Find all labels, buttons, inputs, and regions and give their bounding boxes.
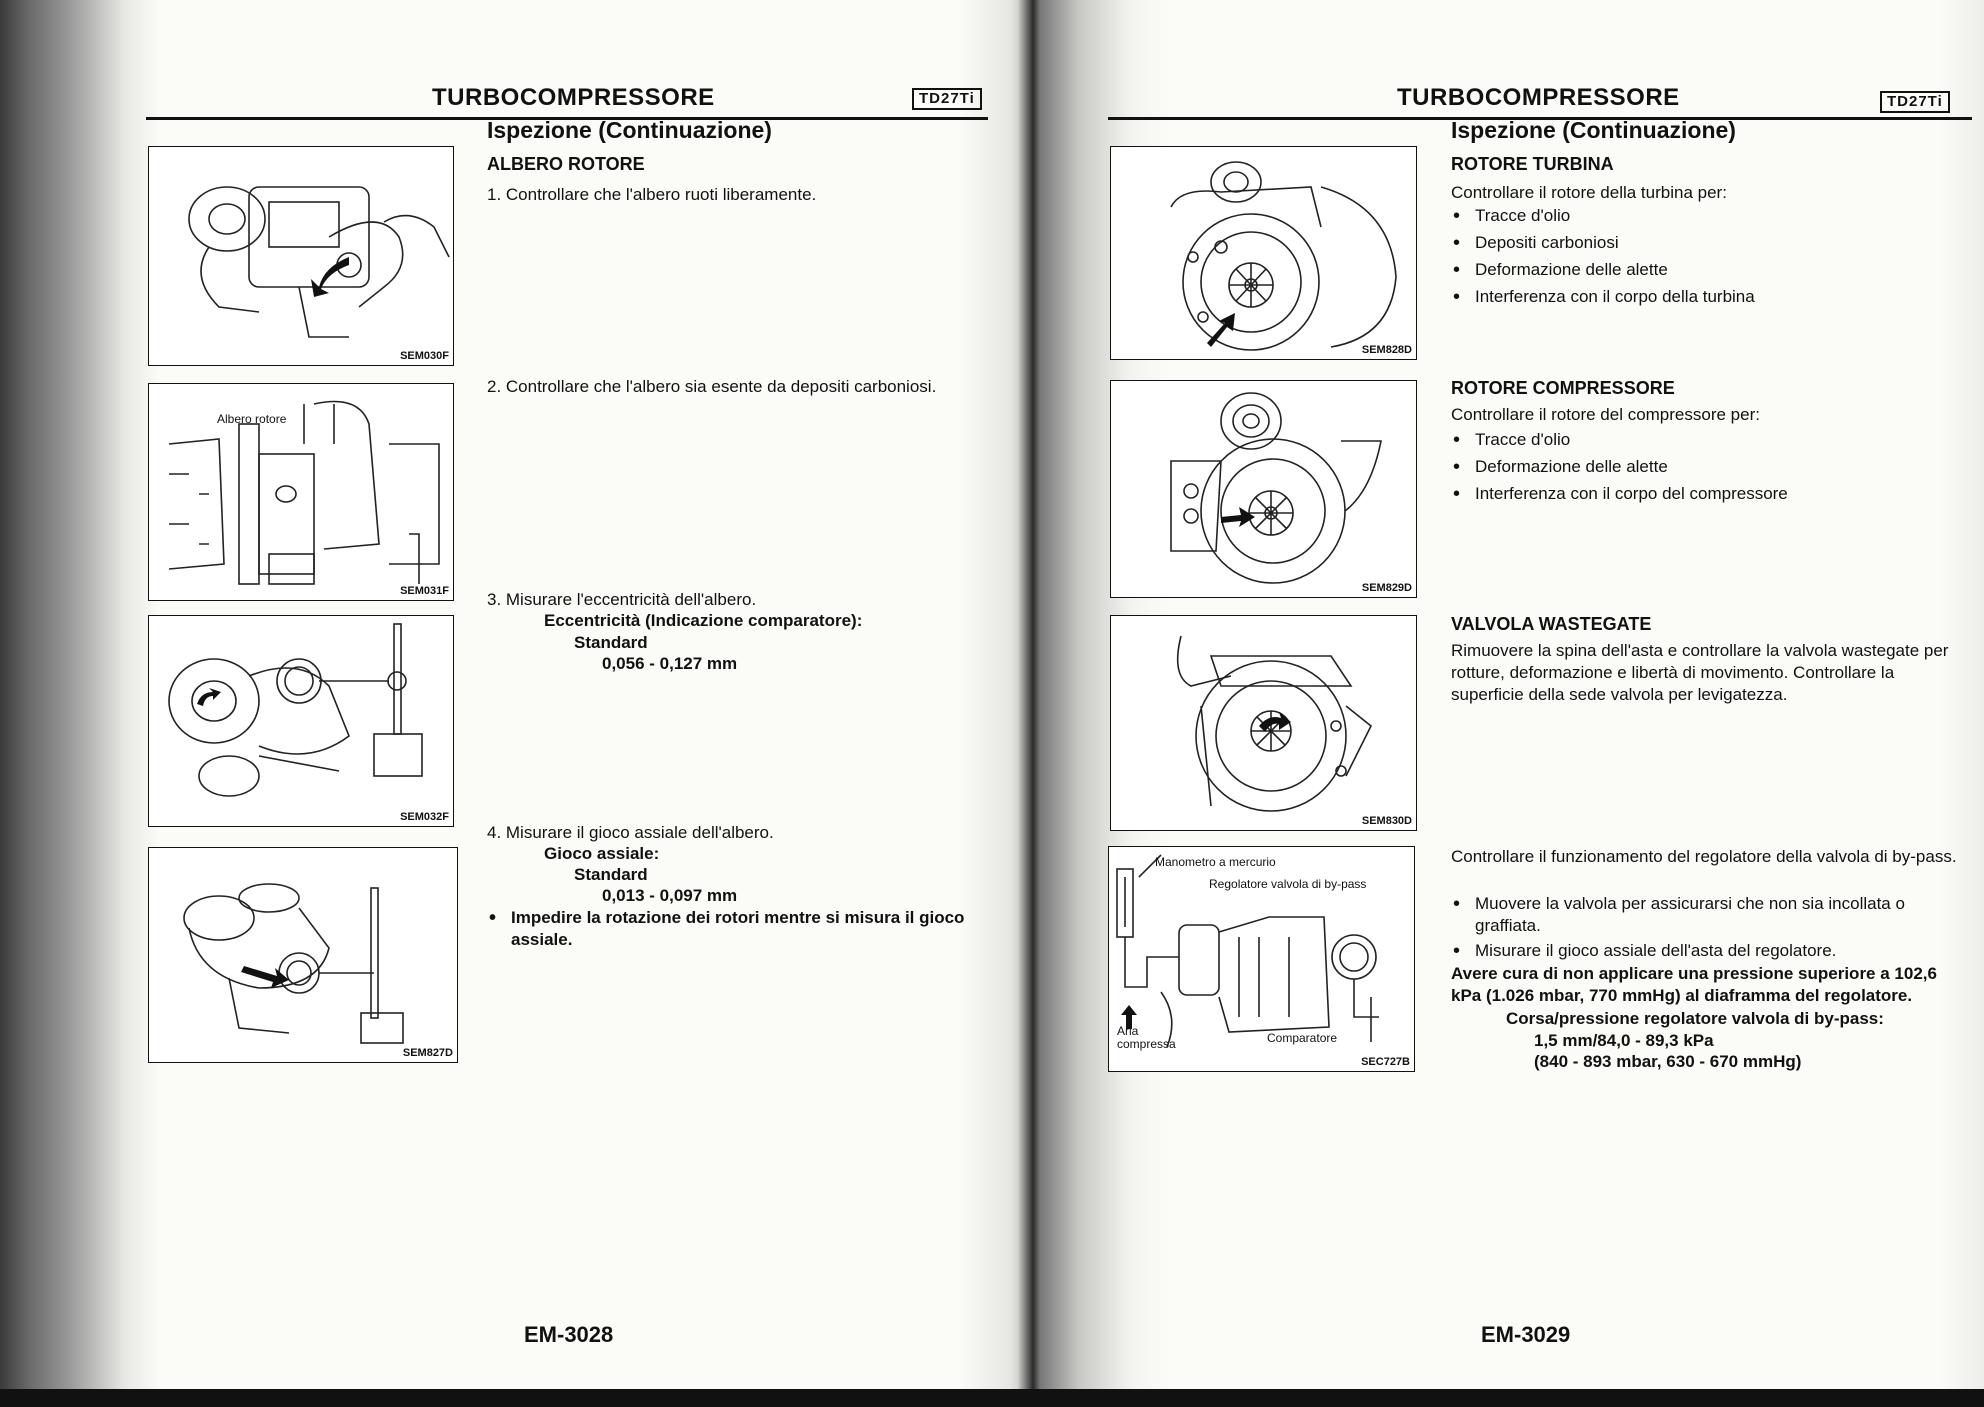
bypass-spec-value-1: 1,5 mm/84,0 - 89,3 kPa [1534, 1031, 1714, 1050]
figure-code: SEM031F [400, 585, 449, 597]
wastegate-text: Rimuovere la spina dell'asta e controllare la valvola wastegate per rotture, deformazione e libertà di movimento. Controllare la superficie della sede valvola per levigatezza. [1451, 641, 1949, 704]
compressor-item: • Interferenza con il corpo del compressore [1451, 483, 1788, 505]
figure-code: SEM828D [1361, 344, 1412, 356]
turbine-item: • Deformazione delle alette [1451, 259, 1668, 281]
left-header-title: TURBOCOMPRESSORE [432, 84, 715, 111]
bypass-spec-value-2: (840 - 893 mbar, 630 - 670 mmHg) [1534, 1052, 1802, 1071]
scan-bottom-edge [0, 1389, 1984, 1407]
shaft-runout-measurement-illustration [149, 616, 453, 826]
figure-code: SEM829D [1361, 582, 1412, 594]
left-section-title: Ispezione (Continuazione) [487, 117, 772, 143]
compressor-intro: Controllare il rotore del compressore per: [1451, 405, 1760, 424]
bypass-warning: Avere cura di non applicare una pressione superiore a 102,6 kPa (1.026 mbar, 770 mmHg) al diaframma del regolatore. [1451, 964, 1937, 1005]
compressor-item: • Deformazione delle alette [1451, 456, 1668, 478]
turbine-item: • Depositi carboniosi [1451, 232, 1619, 254]
figure-code: SEM032F [400, 811, 449, 823]
left-step-4-spec-label: Gioco assiale: [544, 844, 660, 863]
bypass-intro: Controllare il funzionamento del regolatore della valvola di by-pass. [1451, 847, 1957, 866]
figure-sem030f [148, 146, 454, 366]
left-page-number: EM-3028 [524, 1322, 614, 1347]
right-subsection-valvola-wastegate: VALVOLA WASTEGATE [1451, 614, 1652, 634]
figure-sem830d [1110, 615, 1417, 831]
figure-code: SEM827D [402, 1047, 453, 1059]
right-page-number: EM-3029 [1481, 1322, 1571, 1347]
left-subsection-albero-rotore: ALBERO ROTORE [487, 154, 645, 174]
right-header-title: TURBOCOMPRESSORE [1397, 84, 1680, 111]
axial-play-measurement-illustration [149, 848, 457, 1062]
left-step-3-spec-label: Eccentricità (Indicazione comparatore): [544, 611, 863, 630]
left-step-4-standard: Standard [574, 865, 648, 884]
figure-code: SEM830D [1361, 815, 1412, 827]
wastegate-valve-illustration [1111, 616, 1416, 830]
figure-code: SEC727B [1361, 1056, 1410, 1068]
bypass-item: • Muovere la valvola per assicurarsi che non sia incollata o graffiata. [1451, 893, 1959, 937]
left-step-1: 1. Controllare che l'albero ruoti liberamente. [487, 185, 817, 204]
compressor-rotor-illustration [1111, 381, 1416, 597]
figure-label-manometro: Manometro a mercurio [1155, 855, 1276, 869]
bypass-spec-label: Corsa/pressione regolatore valvola di by-pass: [1506, 1009, 1884, 1028]
left-model-code-badge: TD27Ti [912, 88, 982, 110]
right-page [1040, 0, 1984, 1407]
left-step-4-value: 0,013 - 0,097 mm [602, 886, 738, 905]
figure-label-albero-rotore: Albero rotore [217, 412, 287, 426]
left-step-3: 3. Misurare l'eccentricità dell'albero. [487, 590, 757, 609]
right-subsection-rotore-compressore: ROTORE COMPRESSORE [1451, 378, 1675, 398]
figure-label-aria-compressa: Aria compressa [1117, 1024, 1176, 1051]
compressor-item: • Tracce d'olio [1451, 429, 1570, 451]
right-subsection-rotore-turbina: ROTORE TURBINA [1451, 154, 1614, 174]
figure-label-comparatore: Comparatore [1267, 1031, 1338, 1045]
right-section-title: Ispezione (Continuazione) [1451, 117, 1736, 143]
figure-sem031f [148, 383, 454, 601]
left-step-3-standard: Standard [574, 633, 648, 652]
turbo-shaft-rotation-illustration [149, 147, 453, 365]
figure-sec727b [1108, 846, 1415, 1072]
figure-sem828d [1110, 146, 1417, 360]
left-step-4: 4. Misurare il gioco assiale dell'albero. [487, 823, 774, 842]
rotor-shaft-section-illustration [149, 384, 453, 600]
left-step-3-value: 0,056 - 0,127 mm [602, 654, 738, 673]
figure-sem827d [148, 847, 458, 1063]
right-model-code-badge: TD27Ti [1880, 91, 1950, 113]
figure-sem032f [148, 615, 454, 827]
bypass-item: • Misurare il gioco assiale dell'asta del regolatore. [1451, 940, 1959, 962]
left-step-2: 2. Controllare che l'albero sia esente da depositi carboniosi. [487, 377, 937, 396]
figure-code: SEM030F [400, 350, 449, 362]
turbine-item: • Tracce d'olio [1451, 205, 1570, 227]
turbine-item: • Interferenza con il corpo della turbina [1451, 286, 1755, 308]
left-step-4-note: • Impedire la rotazione dei rotori mentre si misura il gioco assiale. [487, 907, 1021, 951]
turbine-rotor-illustration [1111, 147, 1416, 359]
figure-label-regolatore: Regolatore valvola di by-pass [1209, 877, 1367, 891]
turbine-intro: Controllare il rotore della turbina per: [1451, 183, 1727, 202]
figure-sem829d [1110, 380, 1417, 598]
